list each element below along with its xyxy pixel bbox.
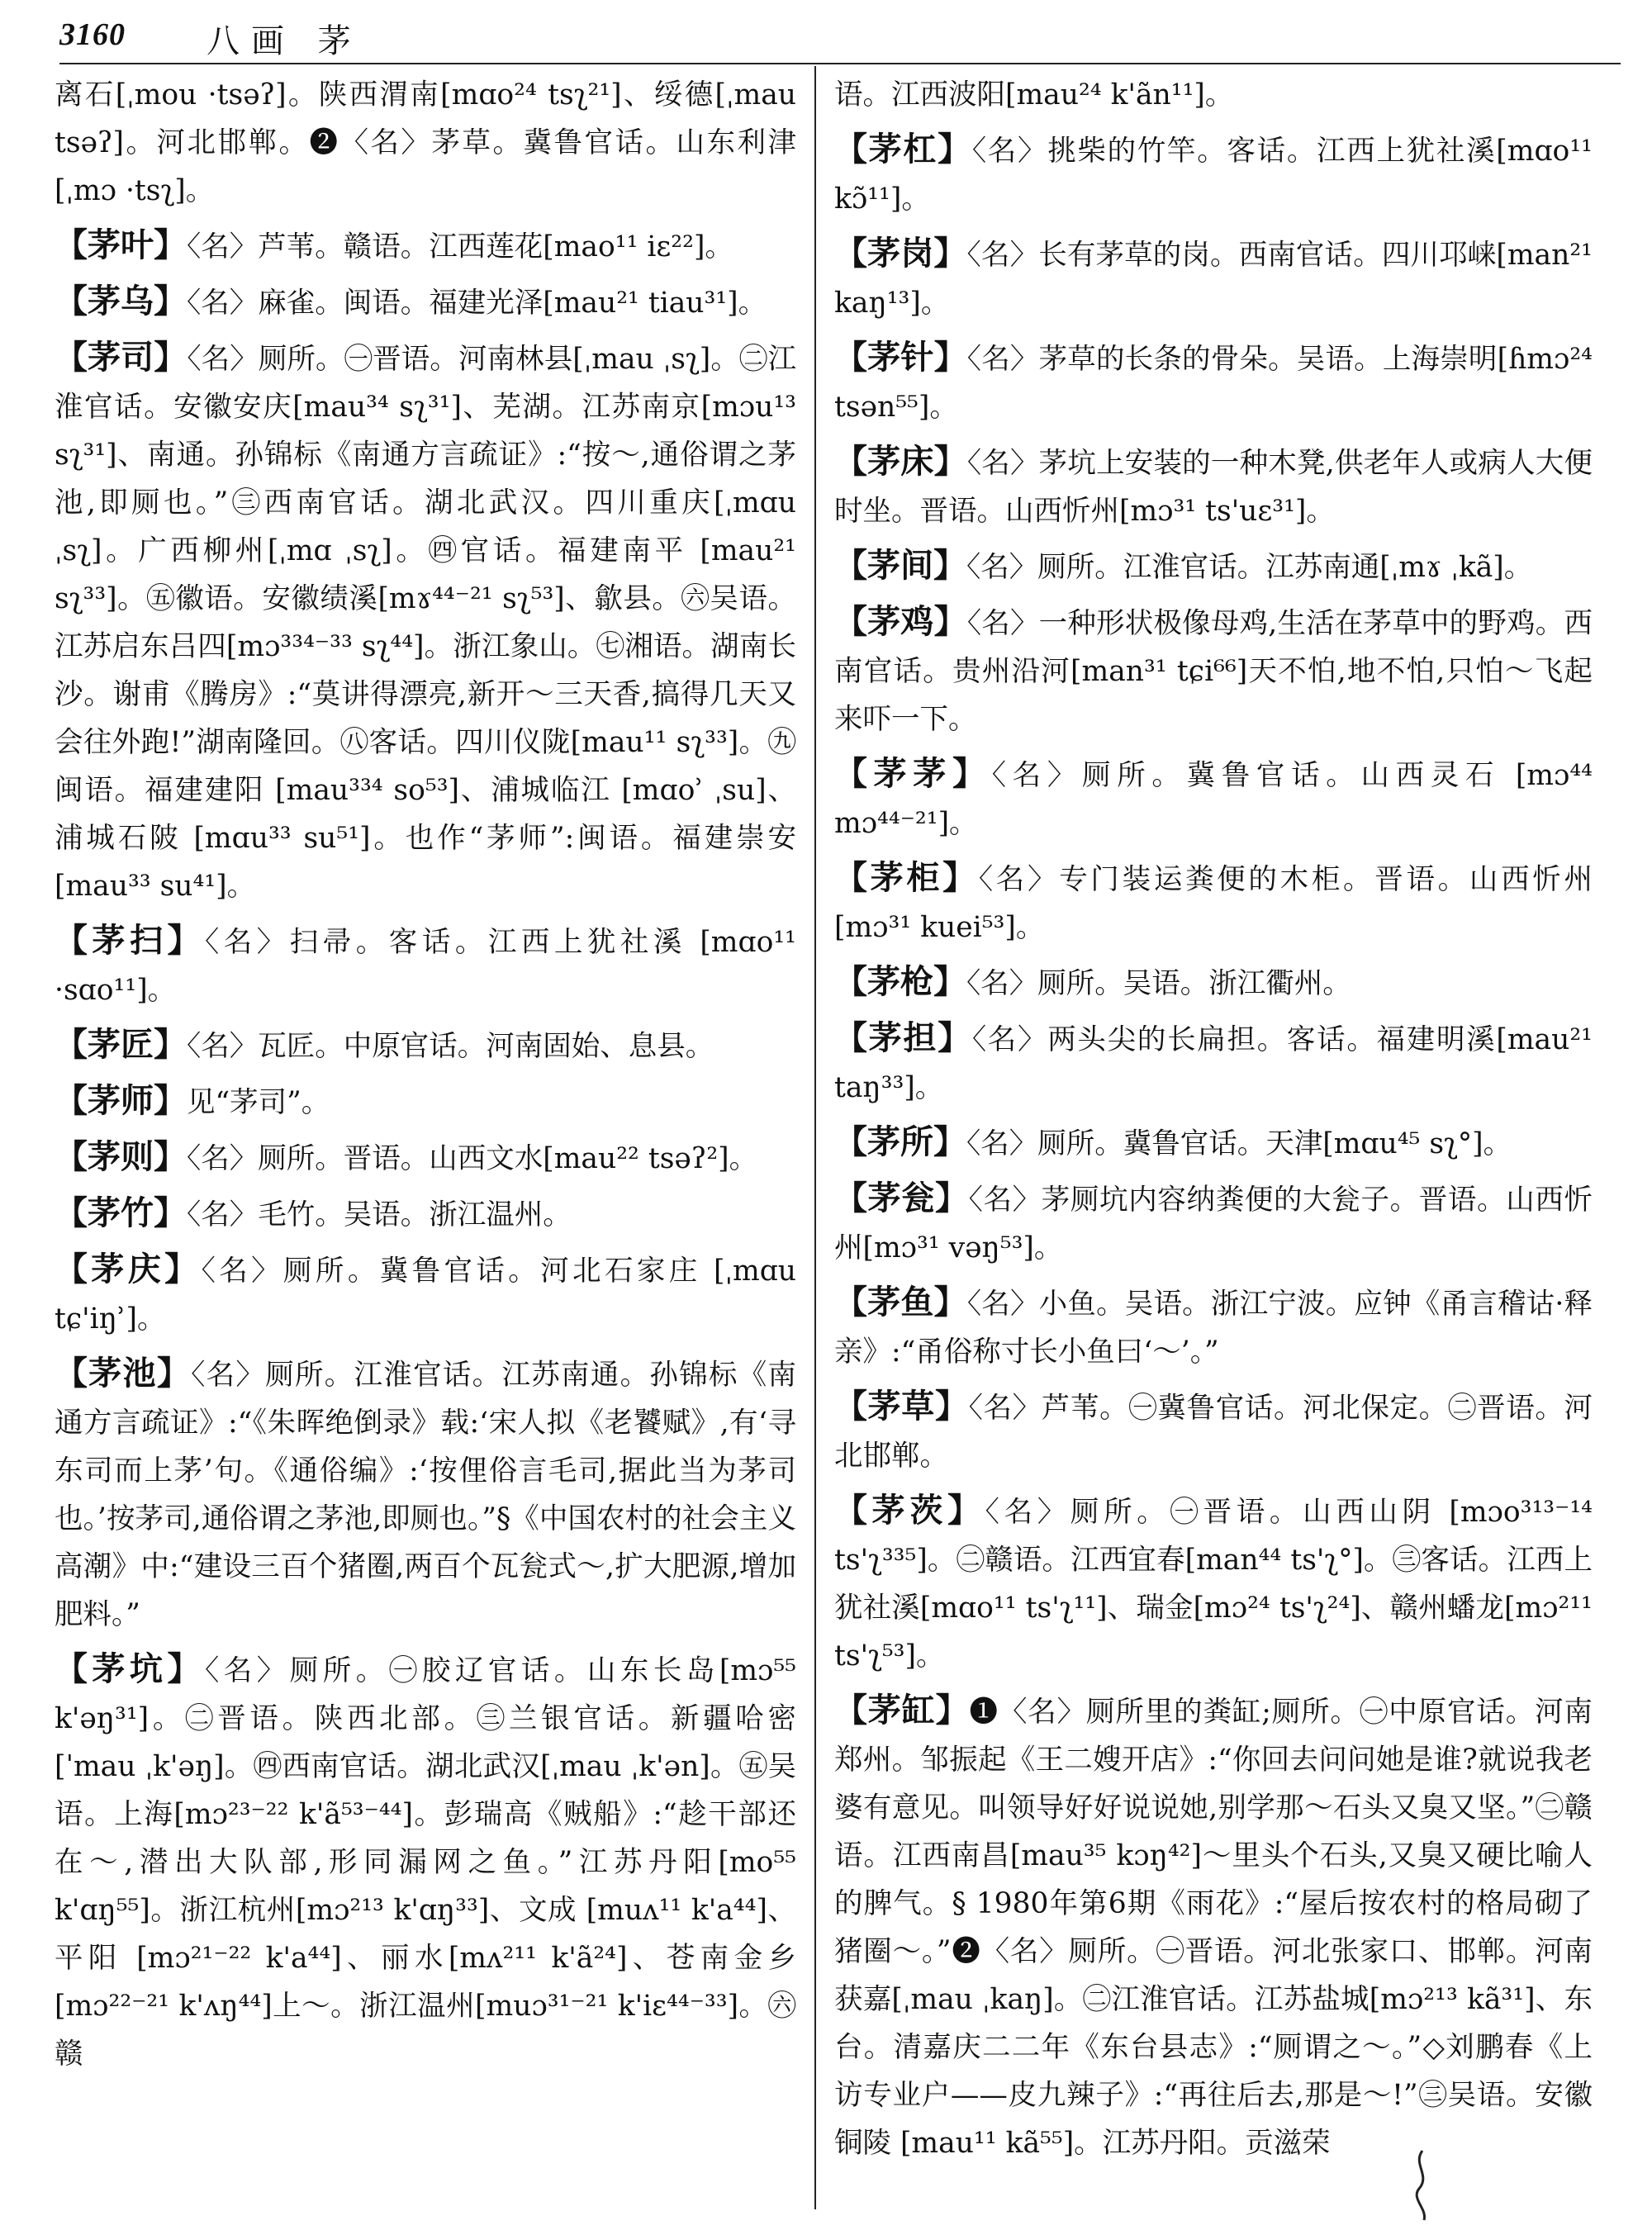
page-number: 3160	[59, 17, 126, 52]
dictionary-entry	[55, 334, 796, 910]
dictionary-entry	[55, 221, 796, 271]
entry-headword: 【茅池】	[55, 1354, 192, 1393]
entry-headword: 【茅则】	[55, 1137, 187, 1176]
entry-text: 〈名〉小鱼。吴语。浙江宁波。应钟《甬言稽诂·释亲》:“甬俗称寸长小鱼曰‘～’。”	[834, 1288, 1593, 1369]
left-column	[55, 69, 796, 2085]
entry-text: 〈名〉厕所。晋语。山西文水[mau²² tsəʔ²]。	[187, 1142, 758, 1175]
dictionary-entry	[55, 1645, 796, 2078]
dictionary-entry	[55, 1245, 796, 1343]
dictionary-entry	[55, 69, 796, 215]
dictionary-entry	[834, 69, 1593, 119]
entry-headword: 【茅针】	[834, 338, 967, 377]
dictionary-entry	[55, 1077, 796, 1127]
entry-text: 〈名〉厕所。江淮官话。江苏南通。孙锦标《南通方言疏证》:“《朱晖绝倒录》载:‘宋人拟《老饕赋》,有‘寻东司而上茅’句。《通俗编》:‘按俚俗言毛司,据此当为茅司也。’按茅司,通俗谓之茅池,即厕也。”§《中国农村的社会主义高潮》中:“建设三百个猪圈,两百个瓦瓮式～,扩大肥源,增加肥料。”	[55, 1359, 796, 1631]
entry-text: 〈名〉芦苇。㊀冀鲁官话。河北保定。㊁晋语。河北邯郸。	[834, 1392, 1593, 1473]
entry-text: 〈名〉厕所。冀鲁官话。天津[mɑu⁴⁵ sʅ°]。	[966, 1127, 1512, 1160]
continuation-mark	[1406, 2147, 1439, 2222]
entry-headword: 【茅柜】	[834, 858, 979, 897]
entry-text: 〈名〉瓦匠。中原官话。河南固始、息县。	[187, 1030, 714, 1063]
dictionary-entry	[834, 542, 1593, 591]
entry-headword: 【茅竹】	[55, 1193, 187, 1232]
dictionary-entry	[834, 334, 1593, 431]
column-divider	[814, 66, 816, 2209]
dictionary-entry	[55, 1350, 796, 1639]
dictionary-entry	[834, 230, 1593, 327]
entry-text: 〈名〉芦苇。赣语。江西莲花[mao¹¹ iɛ²²]。	[187, 230, 733, 263]
dictionary-entry	[834, 1174, 1593, 1272]
dictionary-entry	[834, 958, 1593, 1008]
entry-headword: 【茅扫】	[55, 921, 206, 960]
entry-text: 〈名〉厕所。㊀晋语。山西山阴 [mɔo³¹³⁻¹⁴ ts'ʅ³³⁵]。㊁赣语。江西宜春[man⁴⁴ ts'ʅ°]。㊂客话。江西上犹社溪[mɑo¹¹ ts'ʅ¹¹]、瑞金[mɔ²⁴ ts'ʅ²⁴]、赣州蟠龙[mɔ²¹¹ ts'ʅ⁵³]。	[834, 1496, 1593, 1672]
dictionary-entry	[834, 1279, 1593, 1376]
dictionary-entry	[55, 1189, 796, 1239]
header-rule	[59, 63, 1621, 64]
entry-text: 〈名〉厕所。冀鲁官话。河北石家庄 [ˌmɑu tɕ'iŋʾ]。	[55, 1255, 796, 1336]
entry-text: 〈名〉两头尖的长扁担。客话。福建明溪[mau²¹ taŋ³³]。	[834, 1023, 1593, 1104]
entry-headword: 【茅杠】	[834, 130, 972, 168]
dictionary-entry	[834, 1118, 1593, 1168]
dictionary-entry	[55, 1133, 796, 1183]
dictionary-entry	[834, 438, 1593, 535]
dictionary-entry	[834, 1487, 1593, 1680]
entry-text: 〈名〉茅厕坑内容纳粪便的大瓮子。晋语。山西忻州[mɔ³¹ vəŋ⁵³]。	[834, 1184, 1593, 1264]
entry-headword: 【茅所】	[834, 1122, 966, 1161]
dictionary-entry	[834, 854, 1593, 951]
dictionary-entry	[834, 598, 1593, 743]
entry-headword: 【茅担】	[834, 1018, 972, 1057]
dictionary-entry	[834, 1383, 1593, 1480]
entry-text: 〈名〉长有茅草的岗。西南官话。四川邛崃[man²¹ kaŋ¹³]。	[834, 239, 1593, 320]
entry-text: 语。江西波阳[mau²⁴ k'ãn¹¹]。	[834, 78, 1234, 112]
entry-text: 〈名〉扫帚。客话。江西上犹社溪 [mɑo¹¹ ·sɑo¹¹]。	[55, 926, 797, 1007]
entry-headword: 【茅间】	[834, 546, 966, 585]
entry-text: 离石[ˌmou ·tsəʔ]。陕西渭南[mɑo²⁴ tsʅ²¹]、绥德[ˌmau tsəʔ]。河北邯郸。❷〈名〉茅草。冀鲁官话。山东利津[ˌmɔ ·tsʅ]。	[55, 78, 796, 207]
dictionary-entry	[834, 1687, 1593, 2167]
entry-headword: 【茅缸】	[834, 1691, 970, 1729]
entry-headword: 【茅匠】	[55, 1025, 187, 1064]
entry-text: 见“茅司”。	[187, 1086, 330, 1119]
entry-text: 〈名〉麻雀。闽语。福建光泽[mau²¹ tiau³¹]。	[187, 287, 767, 320]
dictionary-entry	[834, 126, 1593, 223]
entry-headword: 【茅枪】	[834, 962, 966, 1001]
entry-headword: 【茅坑】	[55, 1649, 206, 1688]
entry-headword: 【茅瓮】	[834, 1179, 969, 1217]
entry-text: 〈名〉厕所。㊀晋语。河南林县[ˌmau ˌsʅ]。㊁江淮官话。安徽安庆[mau³⁴ sʅ³¹]、芜湖。江苏南京[mɔu¹³ sʅ³¹]、南通。孙锦标《南通方言疏证》:“按～,通俗谓之茅池,即厕也。”㊂西南官话。湖北武汉。四川重庆[ˌmɑu ˌsʅ]。广西柳州[ˌmɑ ˌsʅ]。㊃官话。福建南平 [mau²¹ sʅ³³]。㊄徽语。安徽绩溪[mɤ⁴⁴⁻²¹ sʅ⁵³]、歙县。㊅吴语。江苏启东吕四[mɔ³³⁴⁻³³ sʅ⁴⁴]。浙江象山。㊆湘语。湖南长沙。谢甫《腾房》:“莫讲得漂亮,新开～三天香,搞得几天又会往外跑!”湖南隆回。㊇客话。四川仪陇[mau¹¹ sʅ³³]。㊈闽语。福建建阳 [mau³³⁴ so⁵³]、浦城临江 [mɑoʾ ˌsu]、浦城石陂 [mɑu³³ su⁵¹]。也作“茅师”:闽语。福建崇安[mau³³ su⁴¹]。	[55, 343, 796, 903]
entry-headword: 【茅鱼】	[834, 1283, 967, 1321]
entry-headword: 【茅庆】	[55, 1250, 202, 1288]
dictionary-entry	[55, 917, 796, 1014]
entry-headword: 【茅草】	[834, 1387, 969, 1426]
entry-headword: 【茅床】	[834, 442, 967, 481]
dictionary-entry	[834, 750, 1593, 847]
entry-headword: 【茅鸡】	[834, 602, 967, 641]
entry-headword: 【茅乌】	[55, 282, 187, 320]
entry-text: 〈名〉厕所。江淮官话。江苏南通[ˌmɤ ˌkã]。	[966, 551, 1533, 584]
entry-text: 〈名〉茅草的长条的骨朵。吴语。上海崇明[ɦmɔ²⁴ tsən⁵⁵]。	[834, 343, 1593, 424]
dictionary-entry	[55, 278, 796, 327]
entry-headword: 【茅茅】	[834, 754, 992, 793]
entry-text: 〈名〉茅坑上安装的一种木凳,供老年人或病人大便时坐。晋语。山西忻州[mɔ³¹ ts'uɛ³¹]。	[834, 447, 1593, 528]
entry-headword: 【茅师】	[55, 1081, 187, 1120]
entry-headword: 【茅茨】	[834, 1491, 985, 1530]
entry-text: 〈名〉一种形状极像母鸡,生活在茅草中的野鸡。西南官话。贵州沿河[man³¹ tɕi⁶⁶]天不怕,地不怕,只怕～飞起来吓一下。	[834, 607, 1593, 736]
dictionary-entry	[834, 1014, 1593, 1112]
entry-headword: 【茅岗】	[834, 234, 967, 273]
page-header	[59, 15, 1621, 64]
entry-headword: 【茅叶】	[55, 225, 187, 264]
entry-text: 〈名〉厕所。吴语。浙江衢州。	[966, 967, 1351, 1000]
dictionary-entry	[55, 1021, 796, 1070]
entry-text: 〈名〉厕所。㊀胶辽官话。山东长岛[mɔ⁵⁵ k'əŋ³¹]。㊁晋语。陕西北部。㊂兰银官话。新疆哈密[ˈmau ˌk'əŋ]。㊃西南官话。湖北武汉[ˌmau ˌk'ən]。㊄吴语。上海[mɔ²³⁻²² k'ã⁵³⁻⁴⁴]。彭瑞高《贼船》:“趁干部还在～,潜出大队部,形同漏网之鱼。”江苏丹阳[mo⁵⁵ k'ɑŋ⁵⁵]。浙江杭州[mɔ²¹³ k'ɑŋ³³]、文成 [muʌ¹¹ k'a⁴⁴]、平阳 [mɔ²¹⁻²² k'a⁴⁴]、丽水[mʌ²¹¹ k'ã²⁴]、苍南金乡 [mɔ²²⁻²¹ k'ʌŋ⁴⁴]上～。浙江温州[muɔ³¹⁻²¹ k'iɛ⁴⁴⁻³³]。㊅赣	[55, 1654, 797, 2071]
entry-headword: 【茅司】	[55, 338, 188, 377]
entry-text: 〈名〉专门装运粪便的木柜。晋语。山西忻州[mɔ³¹ kuei⁵³]。	[834, 863, 1593, 944]
right-column	[834, 69, 1593, 2174]
entry-text: ❶〈名〉厕所里的粪缸;厕所。㊀中原官话。河南郑州。邹振起《王二嫂开店》:“你回去问问她是谁?就说我老婆有意见。叫领导好好说说她,别学那～石头又臭又坚。”㊁赣语。江西南昌[mau³⁵ kɔŋ⁴²]～里头个石头,又臭又硬比喻人的脾气。§ 1980年第6期《雨花》:“屋后按农村的格局砌了猪圈～。”❷〈名〉厕所。㊀晋语。河北张家口、邯郸。河南获嘉[ˌmau ˌkaŋ]。㊁江淮官话。江苏盐城[mɔ²¹³ kã³¹]、东台。清嘉庆二二年《东台县志》:“厕谓之～。”◇刘鹏春《上访专业户——皮九辣子》:“再往后去,那是～!”㊂吴语。安徽铜陵 [mau¹¹ kã⁵⁵]。江苏丹阳。贡滋荣	[834, 1696, 1593, 2160]
entry-text: 〈名〉厕所。冀鲁官话。山西灵石 [mɔ⁴⁴ mɔ⁴⁴⁻²¹]。	[834, 759, 1593, 840]
running-title: 八画 茅	[206, 22, 363, 60]
entry-text: 〈名〉挑柴的竹竿。客话。江西上犹社溪[mɑo¹¹ kɔ̃¹¹]。	[834, 135, 1593, 216]
entry-text: 〈名〉毛竹。吴语。浙江温州。	[187, 1198, 572, 1231]
